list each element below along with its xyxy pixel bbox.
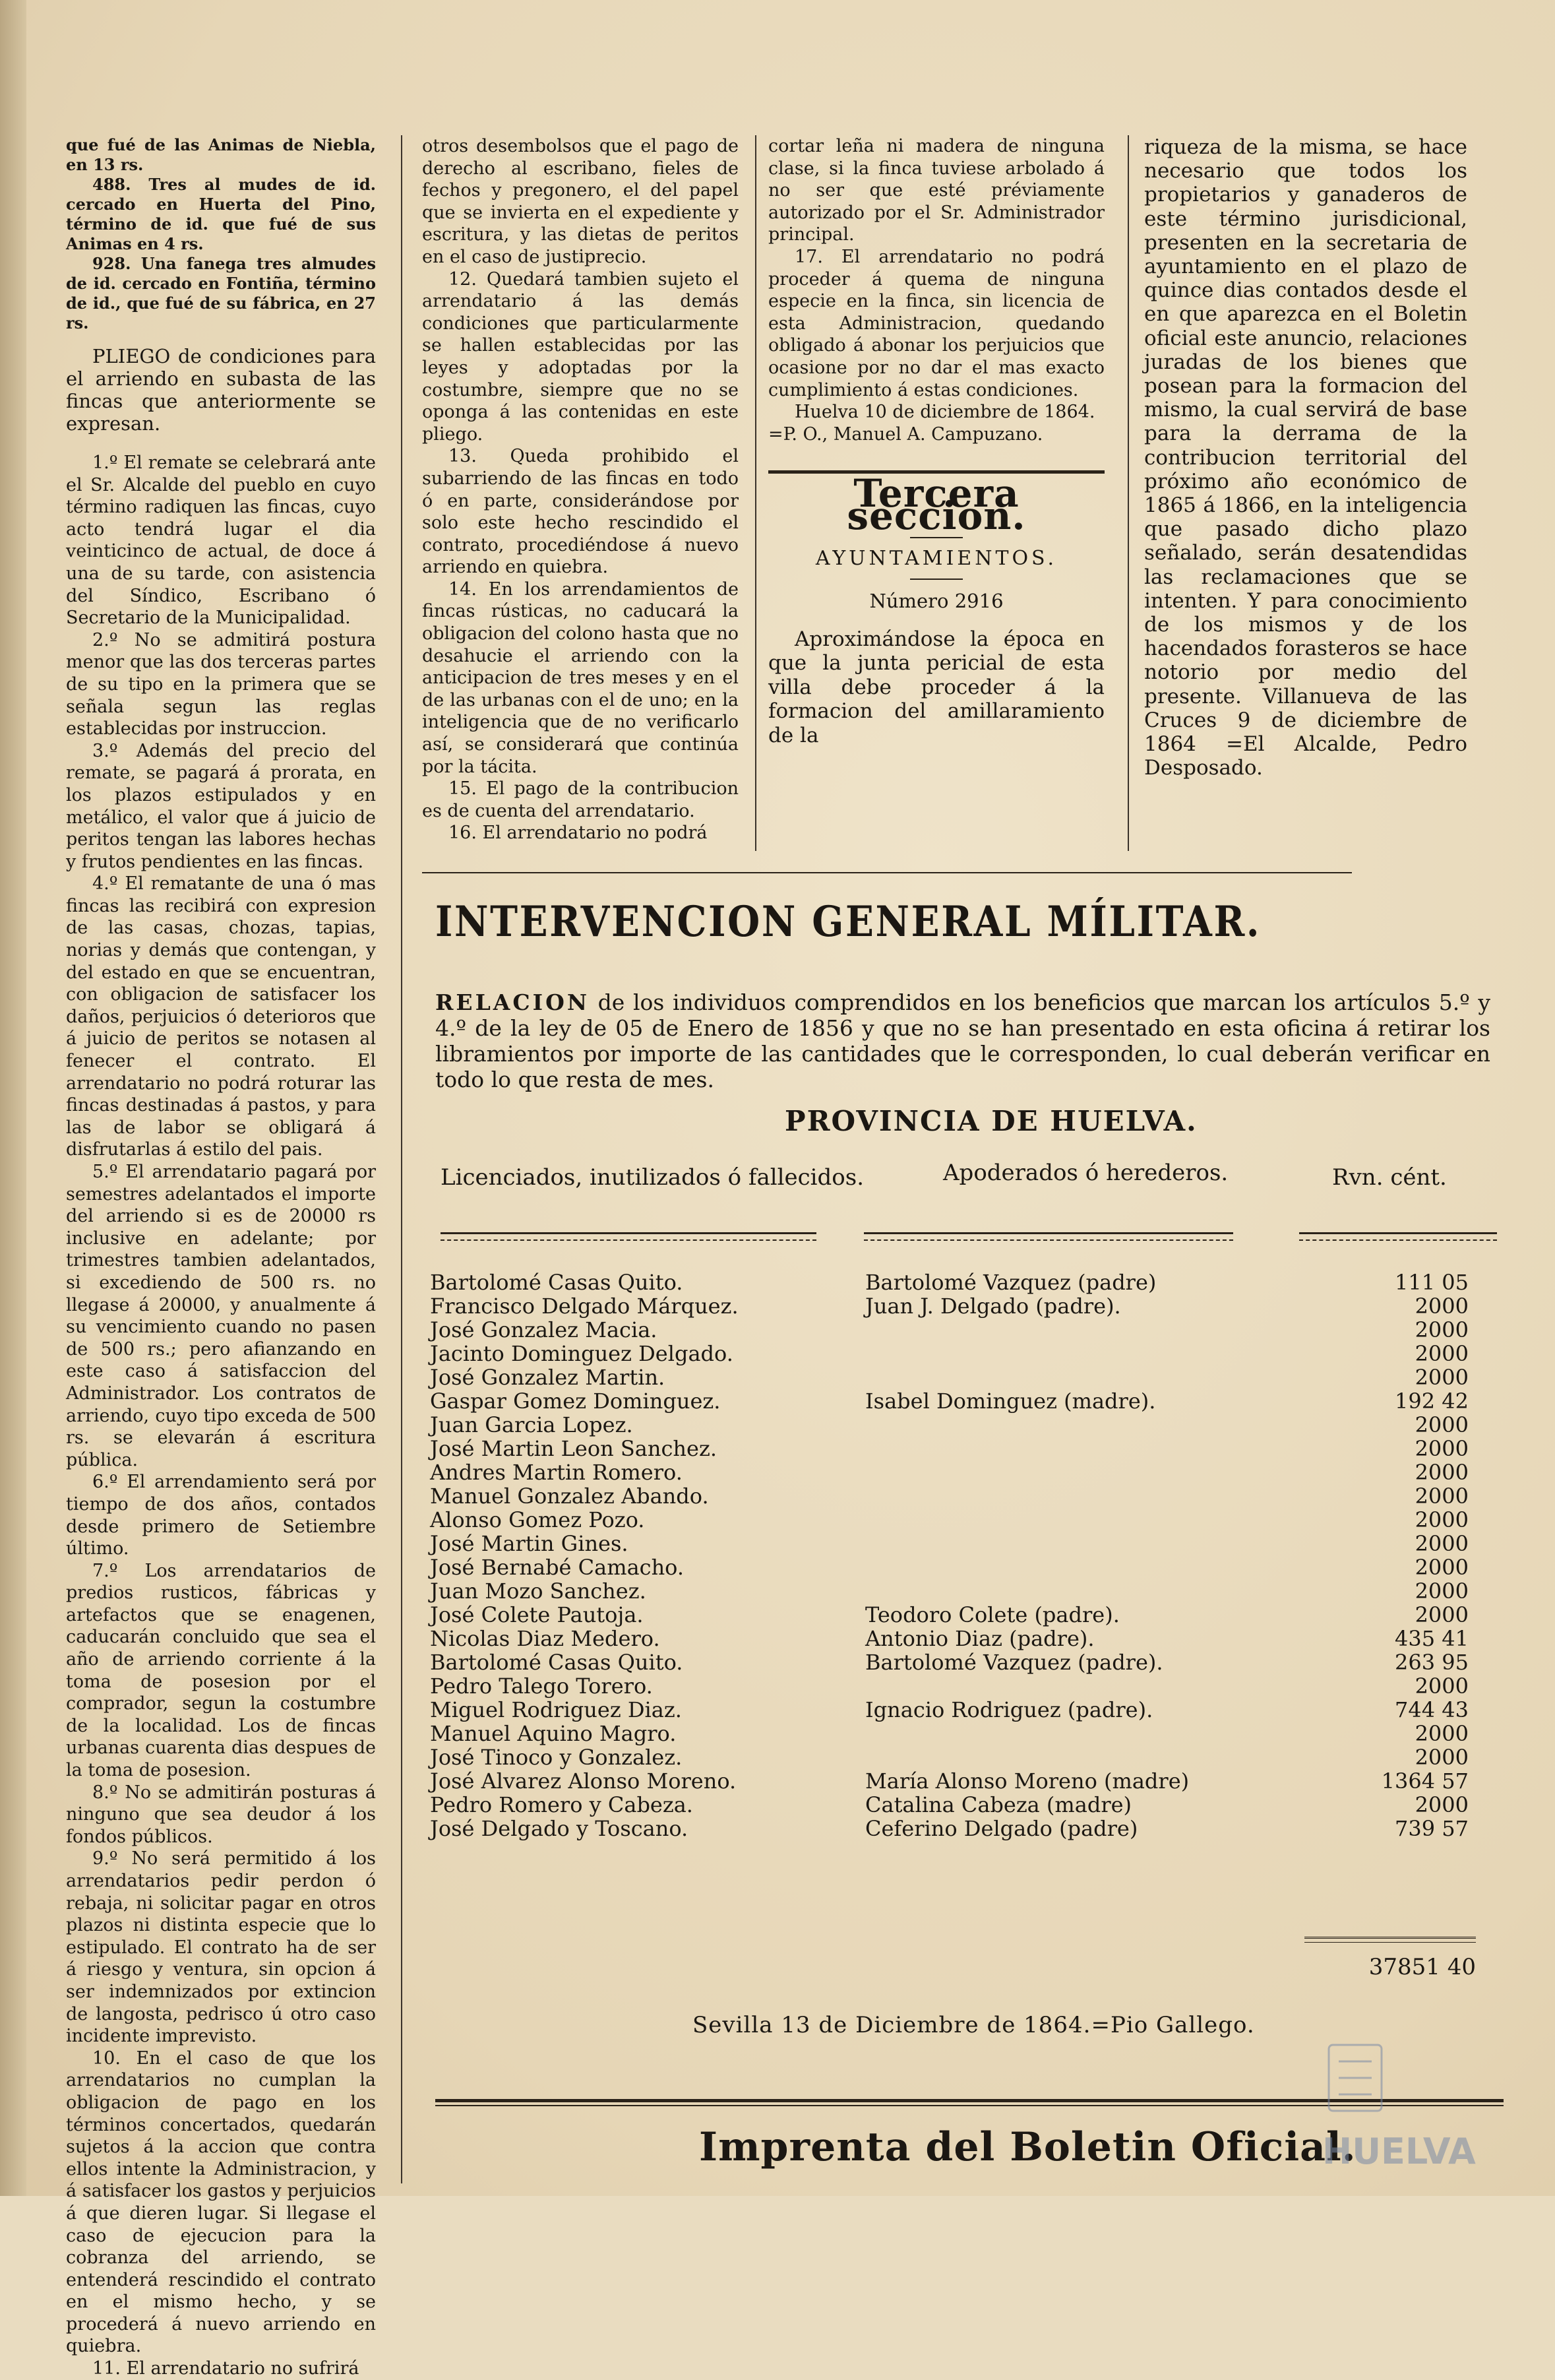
beneficiary-name: José Gonzalez Martin. <box>430 1365 665 1390</box>
apoderado-name: Catalina Cabeza (madre) <box>865 1792 1132 1817</box>
column-rule-3 <box>1128 135 1129 851</box>
beneficiary-name: José Gonzalez Macia. <box>430 1317 657 1342</box>
amount-value: 2000 <box>1415 1412 1469 1437</box>
condition-paragraph: otros desembolsos que el pago de derecho al escribano, fieles de fechos y pregonero, el del papel que se invierta en el expediente y escritura, y las dietas de peritos en el caso de justiprecio. <box>422 136 739 267</box>
province-heading: PROVINCIA DE HUELVA. <box>785 1105 1198 1137</box>
notice-paragraph: riqueza de la misma, se hace necesario que todos los propietarios y ganaderos de este término jurisdicional, presenten en la secretaria de ayuntamiento en el plazo de quince dias contados desde el en que aparezca en el Boletin oficial este anuncio, relaciones juradas de los bienes que posean para la formacion del mismo, la cual servirá de base para la derrama de la contribucion territorial del próximo año económico de 1865 á 1866, en la inteligencia que pasado dicho plazo señalado, serán desatendidas las reclamaciones que se intenten. Y para conocimiento de los mismos y de los hacendados forasteros se hace notorio por medio del presente. Villanueva de las Cruces 9 de diciembre de 1864 =El Alcalde, Pedro Desposado. <box>1144 135 1467 780</box>
table-row <box>430 1437 1498 1460</box>
table-row <box>430 1318 1498 1342</box>
short-rule <box>910 579 963 580</box>
condition-paragraph: 14. En los arrendamientos de fincas rústicas, no caducará la obligacion del colono hasta que no desahucie el arriendo con la anticipacion de tres meses y en el de las urbanas con el de uno; en la inteligencia que de no verificarlo así, se considerará que continúa por la tácita. <box>422 579 739 777</box>
table-row <box>430 1460 1498 1484</box>
table-row <box>430 1555 1498 1579</box>
amount-value: 2000 <box>1415 1792 1469 1817</box>
relacion-paragraph <box>435 989 1490 1092</box>
amount-value: 192 42 <box>1395 1389 1469 1414</box>
condition-paragraph: cortar leña ni madera de ninguna clase, si la finca tuviese arbolado á no ser que esté préviamente autorizado por el Sr. Administrador principal. <box>768 136 1105 245</box>
table-row <box>430 1508 1498 1532</box>
section-subtitle: AYUNTAMIENTOS. <box>815 546 1058 570</box>
apoderado-name: Bartolomé Vazquez (padre) <box>865 1270 1157 1295</box>
apoderado-name: Isabel Dominguez (madre). <box>865 1389 1156 1414</box>
column-rule-1-lower <box>401 871 402 2183</box>
table-row <box>430 1698 1498 1722</box>
signed-line: =P. O., Manuel A. Campuzano. <box>768 423 1043 445</box>
table-row <box>430 1532 1498 1555</box>
archive-stamp <box>1309 2032 1494 2183</box>
amount-value: 739 57 <box>1395 1816 1469 1841</box>
table-row <box>430 1722 1498 1745</box>
beneficiary-name: Miguel Rodriguez Diaz. <box>430 1697 682 1722</box>
catalog-entries <box>66 135 376 333</box>
beneficiary-name: Alonso Gomez Pozo. <box>430 1507 645 1532</box>
table-row <box>430 1270 1498 1294</box>
amount-value: 2000 <box>1415 1460 1469 1485</box>
beneficiary-name: Manuel Aquino Magro. <box>430 1721 677 1746</box>
total-amount: 37851 40 <box>1368 1954 1476 1980</box>
column-1 <box>66 135 376 2380</box>
relacion-body: de los individuos comprendidos en los beneficios que marcan los artículos 5.º y 4.º de la ley de 05 de Enero de 1856 y que no se han presentado en esta oficina á retirar los libramientos por importe de las cantidades que le corresponden, lo cual deberán verificar en todo lo que resta de mes. <box>435 989 1490 1092</box>
column-rule-2 <box>755 135 756 851</box>
table-row <box>430 1817 1498 1840</box>
condition-paragraph: 2.º No se admitirá postura menor que las dos terceras partes de su tipo en la primera que se señala segun las reglas establecidas por instruccion. <box>66 629 376 739</box>
beneficiary-name: Juan Garcia Lopez. <box>430 1412 633 1437</box>
beneficiary-name: José Alvarez Alonso Moreno. <box>430 1769 737 1794</box>
relacion-lead: RELACION <box>435 989 590 1015</box>
beneficiary-name: José Colete Pautoja. <box>430 1602 644 1627</box>
apoderado-name: Juan J. Delgado (padre). <box>865 1294 1121 1319</box>
amount-value: 2000 <box>1415 1745 1469 1770</box>
table-row <box>430 1413 1498 1437</box>
beneficiary-name: José Martin Gines. <box>430 1531 628 1556</box>
amount-value: 263 95 <box>1395 1650 1469 1675</box>
table-row <box>430 1650 1498 1674</box>
amount-value: 111 05 <box>1395 1270 1469 1295</box>
table-row <box>430 1342 1498 1365</box>
amount-value: 2000 <box>1415 1484 1469 1509</box>
condition-paragraph: 4.º El rematante de una ó mas fincas las recibirá con expresion de las casas, chozas, tapias, norias y demás que contengan, y del estado en que se encuentran, con obligacion de satisfacer los daños, perjuicios ó deterioros que á juicio de peritos se notasen al fenecer el contrato. El arrendatario no podrá roturar las fincas destinadas á pastos, y para las de labor se obligará á disfrutarlas á estilo del pais. <box>66 873 376 1160</box>
amount-value: 2000 <box>1415 1507 1469 1532</box>
beneficiary-name: Bartolomé Casas Quito. <box>430 1270 683 1295</box>
apoderado-name: María Alonso Moreno (madre) <box>865 1769 1190 1794</box>
beneficiaries-table <box>430 1270 1498 1840</box>
condition-paragraph: 1.º El remate se celebrará ante el Sr. Alcalde del pueblo en cuyo término radiquen las fincas, cuyo acto tendrá lugar el dia veinticinco de actual, de doce á una de su tarde, con asistencia del Síndico, Escribano ó Secretario de la Municipalidad. <box>66 453 376 629</box>
beneficiary-name: Juan Mozo Sanchez. <box>430 1579 646 1604</box>
amount-value: 2000 <box>1415 1531 1469 1556</box>
condition-paragraph: 17. El arrendatario no podrá proceder á quema de ninguna especie en la finca, sin licencia de esta Administracion, quedando obligado á abonar los perjuicios que ocasione por no dar el mas exacto cumplimiento á estas condiciones. <box>768 246 1105 400</box>
beneficiary-name: Jacinto Dominguez Delgado. <box>430 1341 733 1366</box>
total-rule <box>1304 1937 1476 1943</box>
table-row <box>430 1484 1498 1508</box>
catalog-entry: que fué de las Animas de Niebla, en 13 rs. <box>66 135 376 174</box>
table-row <box>430 1579 1498 1603</box>
amount-value: 2000 <box>1415 1317 1469 1342</box>
condition-paragraph: 6.º El arrendamiento será por tiempo de dos años, contados desde primero de Setiembre último. <box>66 1472 376 1559</box>
column-rule-1 <box>401 135 402 871</box>
apoderado-name: Teodoro Colete (padre). <box>865 1602 1120 1627</box>
amount-value: 2000 <box>1415 1674 1469 1699</box>
apoderado-name: Ignacio Rodriguez (padre). <box>865 1697 1153 1722</box>
stamp-text: HUELVA <box>1322 2131 1476 2172</box>
amount-value: 2000 <box>1415 1294 1469 1319</box>
amount-value: 2000 <box>1415 1602 1469 1627</box>
amount-value: 2000 <box>1415 1365 1469 1390</box>
dateline: Huelva 10 de diciembre de 1864. <box>795 402 1095 423</box>
column-header-amount: Rvn. cént. <box>1332 1164 1447 1191</box>
condition-paragraph: 11. El arrendatario no sufrirá <box>92 2358 359 2379</box>
amount-value: 2000 <box>1415 1555 1469 1580</box>
condition-paragraph: 10. En el caso de que los arrendatarios no cumplan la obligacion de pago en los términos concertados, quedarán sujetos á la accion que contra ellos intente la Administracion, y á satisfacer los gastos y perjuicios á que dieren lugar. Si llegase el caso de ejecucion para la cobranza del arriendo, se entenderá rescindido el contrato en el mismo hecho, y se procederá á nuevo arriendo en quiebra. <box>66 2048 376 2357</box>
beneficiary-name: Nicolas Diaz Medero. <box>430 1626 660 1651</box>
table-row <box>430 1793 1498 1817</box>
column-2 <box>422 135 739 844</box>
table-row <box>430 1365 1498 1389</box>
beneficiary-name: Francisco Delgado Márquez. <box>430 1294 739 1319</box>
condition-paragraph: 16. El arrendatario no podrá <box>448 823 708 844</box>
amount-value: 2000 <box>1415 1436 1469 1461</box>
beneficiary-name: José Martin Leon Sanchez. <box>430 1436 717 1461</box>
column-header-apoderados: Apoderados ó herederos. <box>943 1160 1229 1186</box>
column-header-names: Licenciados, inutilizados ó fallecidos. <box>441 1164 865 1191</box>
beneficiary-name: Andres Martin Romero. <box>430 1460 683 1485</box>
amount-value: 2000 <box>1415 1721 1469 1746</box>
apoderado-name: Ceferino Delgado (padre) <box>865 1816 1138 1841</box>
table-row <box>430 1674 1498 1698</box>
condition-paragraph: 9.º No será permitido á los arrendatarios pedir perdon ó rebaja, ni solicitar pagar en otros plazos ni distinta especie que lo estipulado. El contrato ha de ser á riesgo y ventura, sin opcion á ser indemnizados por extincion de langosta, pedrisco ú otro caso incidente imprevisto. <box>66 1848 376 2047</box>
table-row <box>430 1294 1498 1318</box>
condition-paragraph: 15. El pago de la contribucion es de cuenta del arrendatario. <box>422 778 739 821</box>
signature-line: Sevilla 13 de Diciembre de 1864.=Pio Gallego. <box>692 2012 1255 2038</box>
page-edge <box>0 0 26 2196</box>
beneficiary-name: Manuel Gonzalez Abando. <box>430 1484 709 1509</box>
condition-paragraph: 3.º Además del precio del remate, se pagará á prorata, en los plazos estipulados y en metálico, el valor que á juicio de peritos tengan las labores hechas y frutos pendientes en las fincas. <box>66 740 376 872</box>
imprint-line: Imprenta del Boletin Oficial. <box>699 2124 1357 2170</box>
condition-paragraph: 5.º El arrendatario pagará por semestres adelantados el importe del arriendo si es de 20000 rs inclusive en adelante; por trimestres tambien adelantados, si excediendo de 500 rs. no llegase á 20000, y anualmente á su vencimiento cuando no pasen de 500 rs.; pero afianzando en este caso á satisfaccion del Administrador. Los contratos de arriendo, cuyo tipo exceda de 500 rs. se elevarán á escritura pública. <box>66 1162 376 1470</box>
beneficiary-name: Pedro Talego Torero. <box>430 1674 653 1699</box>
condition-paragraph: 8.º No se admitirán posturas á ninguno que sea deudor á los fondos públicos. <box>66 1782 376 1847</box>
amount-value: 2000 <box>1415 1579 1469 1604</box>
beneficiary-name: Bartolomé Casas Quito. <box>430 1650 683 1675</box>
section-divider <box>422 872 1352 873</box>
section-title: Tercera seccion. <box>847 471 1026 538</box>
intervencion-title: INTERVENCION GENERAL MÍLITAR. <box>435 897 1262 947</box>
stamp-bars <box>1339 2061 1372 2094</box>
table-row <box>430 1745 1498 1769</box>
table-row <box>430 1627 1498 1650</box>
notice-number: Número 2916 <box>869 590 1004 613</box>
beneficiary-name: Gaspar Gomez Dominguez. <box>430 1389 721 1414</box>
column-4 <box>1144 135 1467 780</box>
amount-value: 744 43 <box>1395 1697 1469 1722</box>
header-rule <box>441 1232 816 1241</box>
table-row <box>430 1603 1498 1627</box>
header-rule <box>1299 1232 1497 1241</box>
pliego-heading: PLIEGO de condiciones para el arriendo en subasta de las fincas que anteriormente se expresan. <box>66 345 376 435</box>
table-row <box>430 1389 1498 1413</box>
beneficiary-name: José Tinoco y Gonzalez. <box>430 1745 683 1770</box>
catalog-entry: 928. Una fanega tres almudes de id. cercado en Fontiña, término de id., que fué de su fábrica, en 27 rs. <box>66 254 376 332</box>
apoderado-name: Bartolomé Vazquez (padre). <box>865 1650 1163 1675</box>
table-row <box>430 1769 1498 1793</box>
header-rule <box>864 1232 1233 1241</box>
beneficiary-name: Pedro Romero y Cabeza. <box>430 1792 693 1817</box>
apoderado-name: Antonio Diaz (padre). <box>865 1626 1095 1651</box>
column-3 <box>768 135 1105 747</box>
beneficiary-name: José Delgado y Toscano. <box>430 1816 688 1841</box>
amount-value: 2000 <box>1415 1341 1469 1366</box>
condition-paragraph: 12. Quedará tambien sujeto el arrendatario á las demás condiciones que particularmente se hallen establecidas por las leyes y adoptadas por la costumbre, siempre que no se oponga á las contenidas en este pliego. <box>422 268 739 445</box>
beneficiary-name: José Bernabé Camacho. <box>430 1555 685 1580</box>
catalog-entry: 488. Tres al mudes de id. cercado en Huerta del Pino, término de id. que fué de sus Animas en 4 rs. <box>66 175 376 253</box>
condition-paragraph: 13. Queda prohibido el subarriendo de las fincas en todo ó en parte, considerándose por solo este hecho rescindido el contrato, procediéndose á nuevo arriendo en quiebra. <box>422 446 739 578</box>
condition-paragraph: 7.º Los arrendatarios de predios rusticos, fábricas y artefactos que se enagenen, caducarán concluido que sea el año de arriendo corriente á la toma de posesion por el comprador, segun la costumbre de la localidad. Los de fincas urbanas cuarenta dias despues de la toma de posesion. <box>66 1560 376 1781</box>
amount-value: 1364 57 <box>1381 1769 1469 1794</box>
amount-value: 435 41 <box>1395 1626 1469 1651</box>
notice-paragraph: Aproximándose la época en que la junta pericial de esta villa debe proceder á la formacion del amillaramiento de la <box>768 627 1105 747</box>
